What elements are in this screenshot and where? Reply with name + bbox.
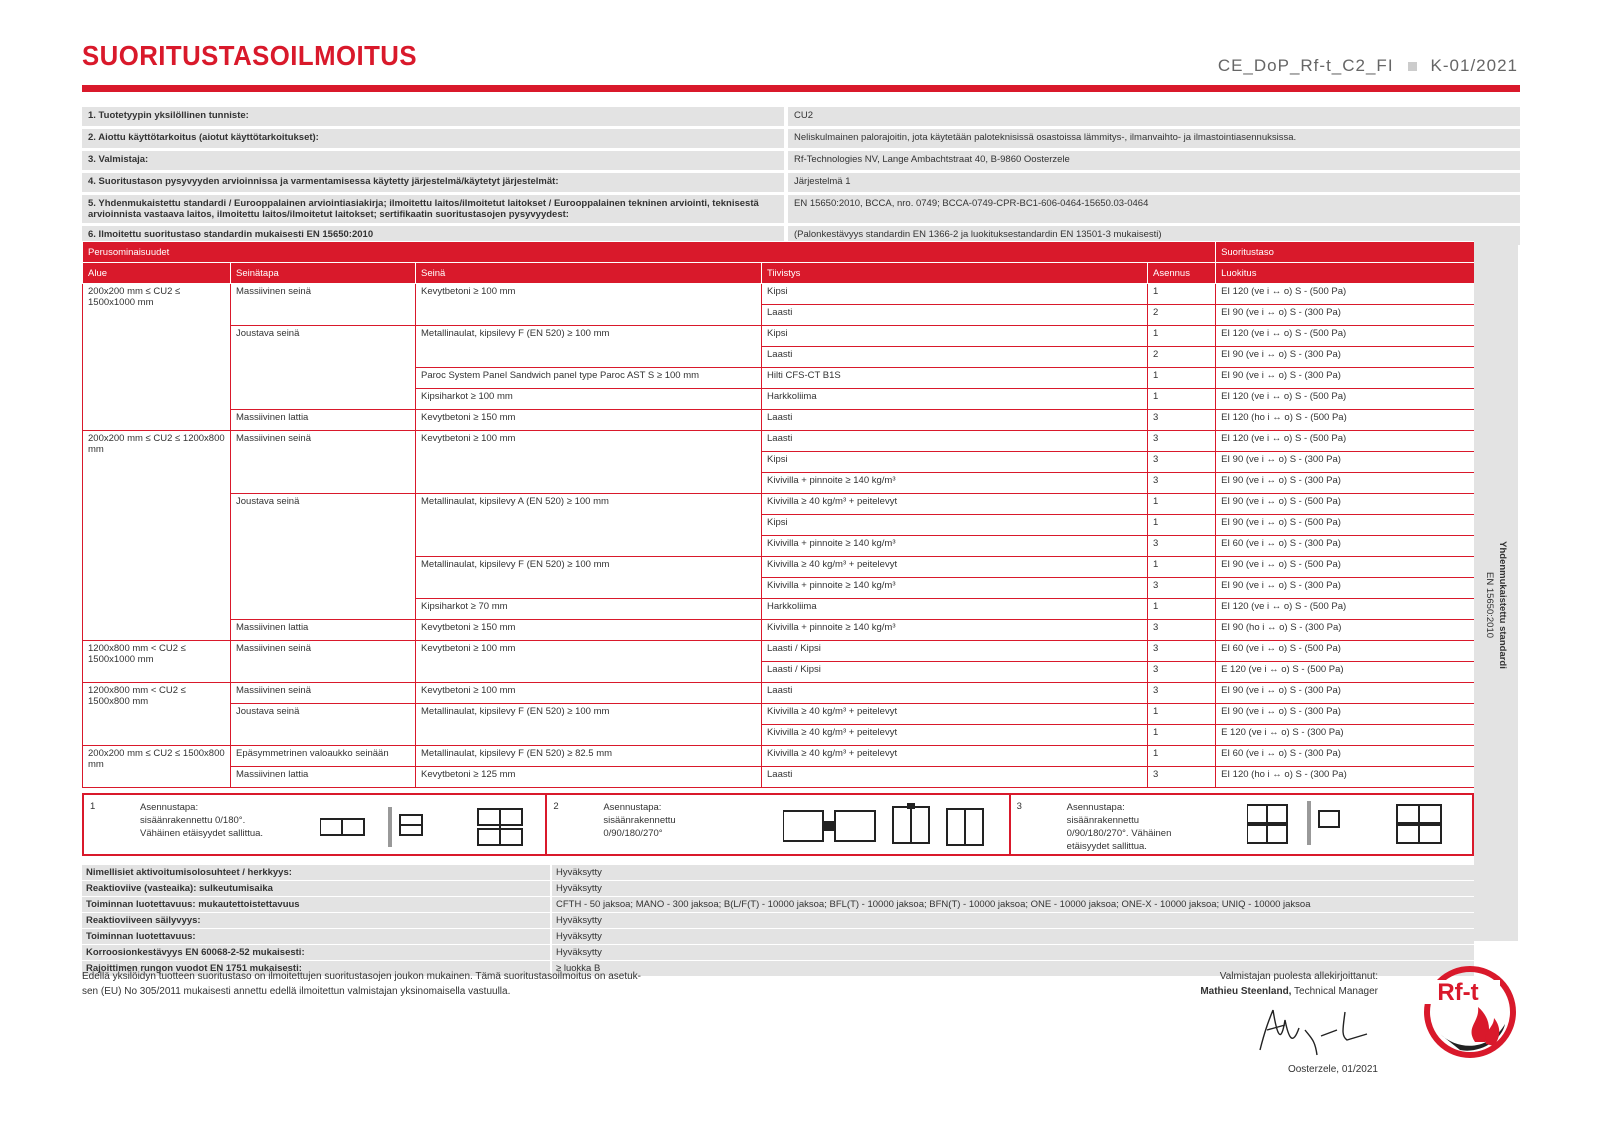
cell-sealing: Kivivilla ≥ 40 kg/m³ + peitelevyt (762, 746, 1148, 767)
table-row (83, 284, 1475, 305)
position-1 (84, 795, 547, 854)
position-text: Asennustapa: sisäänrakennettu 0/90/180/270°. Vähäinen etäisyydet sallittua. (1066, 802, 1172, 852)
cell-wall: Metallinaulat, kipsilevy A (EN 520) ≥ 100 mm (416, 494, 762, 557)
cell-wall-type: Massiivinen lattia (231, 767, 416, 788)
position-2 (547, 795, 1010, 854)
cell-classification: EI 120 (ve i ↔ o) S - (500 Pa) (1216, 389, 1475, 410)
cell-classification: EI 90 (ve i ↔ o) S - (300 Pa) (1216, 368, 1475, 389)
cell-classification: EI 90 (ve i ↔ o) S - (300 Pa) (1216, 683, 1475, 704)
cell-sealing: Kivivilla + pinnoite ≥ 140 kg/m³ (762, 473, 1148, 494)
cell-classification: E 120 (ve i ↔ o) S - (300 Pa) (1216, 725, 1475, 746)
cell-classification: EI 60 (ve i ↔ o) S - (300 Pa) (1216, 746, 1475, 767)
document-reference (1218, 56, 1518, 76)
cell-classification: EI 90 (ve i ↔ o) S - (500 Pa) (1216, 515, 1475, 536)
property-value: Hyväksytty (552, 881, 1474, 896)
info-value: (Palonkestävyys standardin EN 1366-2 ja luokituksestandardin EN 13501-3 mukaisesti) (788, 226, 1520, 245)
logo-text: Rf-t (1437, 979, 1479, 1006)
property-value: ≥ luokka B (552, 961, 1474, 976)
info-row (82, 195, 1520, 223)
performance-table (82, 241, 1475, 788)
cell-installation: 1 (1148, 704, 1216, 725)
cell-sealing: Hilti CFS-CT B1S (762, 368, 1148, 389)
cell-sealing: Kipsi (762, 284, 1148, 305)
table-row (83, 746, 1475, 767)
cell-area: 1200x800 mm < CU2 ≤ 1500x1000 mm (83, 641, 231, 683)
info-label: 1. Tuotetyypin yksilöllinen tunniste: (82, 107, 784, 126)
cell-wall: Kevytbetoni ≥ 100 mm (416, 641, 762, 683)
cell-classification: EI 120 (ho i ↔ o) S - (300 Pa) (1216, 767, 1475, 788)
cell-area: 1200x800 mm < CU2 ≤ 1500x800 mm (83, 683, 231, 746)
cell-installation: 3 (1148, 683, 1216, 704)
cell-wall-type: Massiivinen seinä (231, 284, 416, 326)
info-value: CU2 (788, 107, 1520, 126)
property-row (82, 913, 1474, 928)
cell-installation: 1 (1148, 284, 1216, 305)
table-row (83, 767, 1475, 788)
cell-classification: EI 120 (ve i ↔ o) S - (500 Pa) (1216, 326, 1475, 347)
cell-sealing: Laasti (762, 767, 1148, 788)
col-header-sealing: Tiivistys (762, 263, 1148, 284)
info-value: Neliskulmainen palorajoitin, jota käytetään paloteknisissä osastoissa lämmitys-, ilmanvaihto- ja ilmastointiasennuksissa. (788, 129, 1520, 148)
cell-wall: Paroc System Panel Sandwich panel type Paroc AST S ≥ 100 mm (416, 368, 762, 389)
cell-area: 200x200 mm ≤ CU2 ≤ 1500x1000 mm (83, 284, 231, 431)
cell-classification: EI 90 (ve i ↔ o) S - (300 Pa) (1216, 347, 1475, 368)
property-row (82, 897, 1474, 912)
col-header-classification: Luokitus (1216, 263, 1475, 284)
property-label: Toiminnan luotettavuus: mukautettoistettavuus (82, 897, 550, 912)
cell-classification: EI 60 (ve i ↔ o) S - (300 Pa) (1216, 536, 1475, 557)
property-row (82, 929, 1474, 944)
cell-wall: Kevytbetoni ≥ 150 mm (416, 410, 762, 431)
info-label: 3. Valmistaja: (82, 151, 784, 170)
cell-wall: Kipsiharkot ≥ 70 mm (416, 599, 762, 620)
cell-installation: 2 (1148, 347, 1216, 368)
cell-installation: 3 (1148, 641, 1216, 662)
cell-sealing: Kivivilla + pinnoite ≥ 140 kg/m³ (762, 620, 1148, 641)
cell-wall-type: Massiivinen seinä (231, 641, 416, 683)
group-header-performance: Suoritustaso (1216, 242, 1475, 263)
cell-classification: EI 90 (ve i ↔ o) S - (500 Pa) (1216, 557, 1475, 578)
table-row (83, 704, 1475, 725)
cell-installation: 3 (1148, 620, 1216, 641)
cell-sealing: Laasti (762, 305, 1148, 326)
standard-side-label: Yhdenmukaistettu standardi EN 15650:2010 (1484, 541, 1508, 669)
cell-installation: 1 (1148, 557, 1216, 578)
col-header-wall: Seinä (416, 263, 762, 284)
cell-sealing: Kivivilla ≥ 40 kg/m³ + peitelevyt (762, 494, 1148, 515)
property-value: CFTH - 50 jaksoa; MANO - 300 jaksoa; B(L/F(T) - 10000 jaksoa; BFL(T) - 10000 jaksoa; BFN(T) - 10000 jaksoa; ONE - 10000 jaksoa; ONE-X - 10000 jaksoa; UNIQ - 10000 jaksoa (552, 897, 1474, 912)
cell-wall-type: Massiivinen lattia (231, 410, 416, 431)
cell-installation: 1 (1148, 515, 1216, 536)
header-divider (82, 85, 1520, 92)
table-row (83, 326, 1475, 347)
table-row (83, 683, 1475, 704)
property-value: Hyväksytty (552, 929, 1474, 944)
cell-wall-type: Joustava seinä (231, 704, 416, 746)
cell-sealing: Laasti (762, 683, 1148, 704)
col-header-wall-type: Seinätapa (231, 263, 416, 284)
info-row (82, 173, 1520, 192)
cell-sealing: Kipsi (762, 326, 1148, 347)
rf-t-logo-icon (1420, 962, 1520, 1062)
place-date: Oosterzele, 01/2021 (1287, 1064, 1378, 1075)
properties-table (82, 864, 1474, 977)
cell-sealing: Laasti / Kipsi (762, 641, 1148, 662)
info-row (82, 151, 1520, 170)
info-row (82, 107, 1520, 126)
statement-line-2: sen (EU) No 305/2011 mukaisesti annettu edellä ilmoitettun valmistajan yksinomaisella vastuulla. (82, 986, 511, 997)
cell-area: 200x200 mm ≤ CU2 ≤ 1200x800 mm (83, 431, 231, 641)
cell-installation: 1 (1148, 494, 1216, 515)
property-value: Hyväksytty (552, 945, 1474, 960)
info-label: 6. Ilmoitettu suoritustaso standardin mukaisesti EN 15650:2010 (82, 226, 784, 245)
cell-installation: 1 (1148, 599, 1216, 620)
cell-classification: EI 120 (ve i ↔ o) S - (500 Pa) (1216, 284, 1475, 305)
property-value: Hyväksytty (552, 913, 1474, 928)
col-header-area: Alue (83, 263, 231, 284)
page-title: SUORITUSTASOILMOITUS (82, 40, 418, 71)
cell-installation: 3 (1148, 431, 1216, 452)
cell-classification: E 120 (ve i ↔ o) S - (500 Pa) (1216, 662, 1475, 683)
position-3-diagram-icon (1247, 801, 1467, 849)
signer-block (1200, 969, 1378, 999)
cell-installation: 3 (1148, 473, 1216, 494)
info-value: Järjestelmä 1 (788, 173, 1520, 192)
cell-installation: 1 (1148, 368, 1216, 389)
info-table (82, 104, 1520, 248)
cell-wall-type: Massiivinen seinä (231, 683, 416, 704)
cell-sealing: Kivivilla ≥ 40 kg/m³ + peitelevyt (762, 725, 1148, 746)
table-row (83, 620, 1475, 641)
group-header-basic: Perusominaisuudet (83, 242, 1216, 263)
signer-role: Technical Manager (1291, 986, 1378, 997)
cell-wall-type: Epäsymmetrinen valoaukko seinään (231, 746, 416, 767)
cell-installation: 1 (1148, 326, 1216, 347)
position-text: Asennustapa: sisäänrakennettu 0/180°. Vähäinen etäisyydet sallittua. (140, 802, 264, 839)
cell-wall-type: Massiivinen seinä (231, 431, 416, 494)
property-label: Reaktioviiveen säilyvyys: (82, 913, 550, 928)
cell-wall: Metallinaulat, kipsilevy F (EN 520) ≥ 100 mm (416, 704, 762, 746)
cell-sealing: Laasti (762, 347, 1148, 368)
position-number: 2 (553, 801, 559, 812)
cell-classification: EI 90 (ho i ↔ o) S - (300 Pa) (1216, 620, 1475, 641)
cell-installation: 3 (1148, 767, 1216, 788)
cell-classification: EI 90 (ve i ↔ o) S - (300 Pa) (1216, 704, 1475, 725)
cell-sealing: Kivivilla + pinnoite ≥ 140 kg/m³ (762, 536, 1148, 557)
position-number: 3 (1016, 801, 1022, 812)
cell-classification: EI 60 (ve i ↔ o) S - (500 Pa) (1216, 641, 1475, 662)
cell-wall: Kevytbetoni ≥ 150 mm (416, 620, 762, 641)
info-label: 2. Aiottu käyttötarkoitus (aiotut käyttötarkoitukset): (82, 129, 784, 148)
property-row (82, 945, 1474, 960)
cell-installation: 2 (1148, 305, 1216, 326)
cell-sealing: Laasti / Kipsi (762, 662, 1148, 683)
cell-sealing: Harkkoliima (762, 389, 1148, 410)
cell-wall-type: Joustava seinä (231, 494, 416, 620)
cell-installation: 3 (1148, 410, 1216, 431)
property-row (82, 881, 1474, 896)
info-value: EN 15650:2010, BCCA, nro. 0749; BCCA-0749-CPR-BC1-606-0464-15650.03-0464 (788, 195, 1520, 223)
cell-sealing: Kivivilla + pinnoite ≥ 140 kg/m³ (762, 578, 1148, 599)
handwritten-signature (1255, 1000, 1375, 1060)
position-1-diagram-icon (320, 805, 540, 849)
cell-classification: EI 90 (ve i ↔ o) S - (300 Pa) (1216, 578, 1475, 599)
property-label: Nimellisiet aktivoitumisolosuhteet / herkkyys: (82, 865, 550, 880)
cell-wall: Metallinaulat, kipsilevy F (EN 520) ≥ 100 mm (416, 557, 762, 599)
doc-version: K-01/2021 (1430, 56, 1518, 75)
cell-wall-type: Massiivinen lattia (231, 620, 416, 641)
info-value: Rf-Technologies NV, Lange Ambachtstraat 40, B-9860 Oosterzele (788, 151, 1520, 170)
info-row (82, 129, 1520, 148)
table-row (83, 410, 1475, 431)
cell-sealing: Kivivilla ≥ 40 kg/m³ + peitelevyt (762, 557, 1148, 578)
cell-installation: 3 (1148, 578, 1216, 599)
cell-sealing: Harkkoliima (762, 599, 1148, 620)
position-number: 1 (90, 801, 96, 812)
cell-installation: 3 (1148, 662, 1216, 683)
table-row (83, 431, 1475, 452)
cell-classification: EI 90 (ve i ↔ o) S - (500 Pa) (1216, 494, 1475, 515)
info-label: 4. Suoritustason pysyvyyden arvioinnissa ja varmentamisessa käytetty järjestelmä/käytetyt järjestelmät: (82, 173, 784, 192)
cell-classification: EI 120 (ho i ↔ o) S - (500 Pa) (1216, 410, 1475, 431)
statement-line-1: Edellä yksilöidyn tuotteen suoritustaso on ilmoitettujen suoritustasojen joukon mukainen. Tämä suoritustasoilmoitus on asetuk- (82, 971, 642, 982)
cell-installation: 3 (1148, 452, 1216, 473)
property-label: Reaktioviive (vasteaika): sulkeutumisaika (82, 881, 550, 896)
cell-classification: EI 120 (ve i ↔ o) S - (500 Pa) (1216, 599, 1475, 620)
cell-sealing: Kipsi (762, 515, 1148, 536)
separator-square-icon (1408, 62, 1417, 71)
signer-name: Mathieu Steenland, (1200, 986, 1292, 997)
cell-classification: EI 120 (ve i ↔ o) S - (500 Pa) (1216, 431, 1475, 452)
cell-wall: Kevytbetoni ≥ 125 mm (416, 767, 762, 788)
property-row (82, 865, 1474, 880)
cell-sealing: Kivivilla ≥ 40 kg/m³ + peitelevyt (762, 704, 1148, 725)
position-3 (1011, 795, 1472, 854)
cell-wall: Metallinaulat, kipsilevy F (EN 520) ≥ 82.5 mm (416, 746, 762, 767)
cell-classification: EI 90 (ve i ↔ o) S - (300 Pa) (1216, 452, 1475, 473)
table-row (83, 494, 1475, 515)
cell-sealing: Kipsi (762, 452, 1148, 473)
cell-installation: 1 (1148, 389, 1216, 410)
cell-sealing: Laasti (762, 410, 1148, 431)
cell-classification: EI 90 (ve i ↔ o) S - (300 Pa) (1216, 305, 1475, 326)
signed-for-label: Valmistajan puolesta allekirjoittanut: (1219, 971, 1378, 982)
property-label: Toiminnan luotettavuus: (82, 929, 550, 944)
col-header-installation: Asennus (1148, 263, 1216, 284)
cell-wall: Kevytbetoni ≥ 100 mm (416, 683, 762, 704)
property-label: Korroosionkestävyys EN 60068-2-52 mukaisesti: (82, 945, 550, 960)
cell-wall-type: Joustava seinä (231, 326, 416, 410)
cell-area: 200x200 mm ≤ CU2 ≤ 1500x800 mm (83, 746, 231, 788)
cell-installation: 1 (1148, 746, 1216, 767)
cell-installation: 3 (1148, 536, 1216, 557)
position-2-diagram-icon (783, 803, 1003, 849)
declaration-statement (82, 969, 722, 999)
cell-wall: Metallinaulat, kipsilevy F (EN 520) ≥ 100 mm (416, 326, 762, 368)
cell-installation: 1 (1148, 725, 1216, 746)
cell-wall: Kevytbetoni ≥ 100 mm (416, 431, 762, 494)
property-label: Rajoittimen rungon vuodot EN 1751 mukaisesti: (82, 961, 550, 976)
cell-wall: Kevytbetoni ≥ 100 mm (416, 284, 762, 326)
doc-code: CE_DoP_Rf-t_C2_FI (1217, 56, 1394, 75)
cell-classification: EI 90 (ve i ↔ o) S - (300 Pa) (1216, 473, 1475, 494)
info-label: 5. Yhdenmukaistettu standardi / Eurooppalainen arviointiasiakirja; ilmoitettu laitos/ilmoitetut laitokset / Eurooppalainen tekninen arviointi, teknisestä arvioinnista vastaava laitos, ilmoitettu laitos/ilmoitetut laitokset; sertifikaatin suoritustasojen pysyvyydest: (82, 195, 784, 223)
cell-sealing: Laasti (762, 431, 1148, 452)
position-text: Asennustapa: sisäänrakennettu 0/90/180/270° (603, 802, 676, 839)
property-value: Hyväksytty (552, 865, 1474, 880)
installation-positions (82, 793, 1474, 856)
table-row (83, 641, 1475, 662)
cell-wall: Kipsiharkot ≥ 100 mm (416, 389, 762, 410)
